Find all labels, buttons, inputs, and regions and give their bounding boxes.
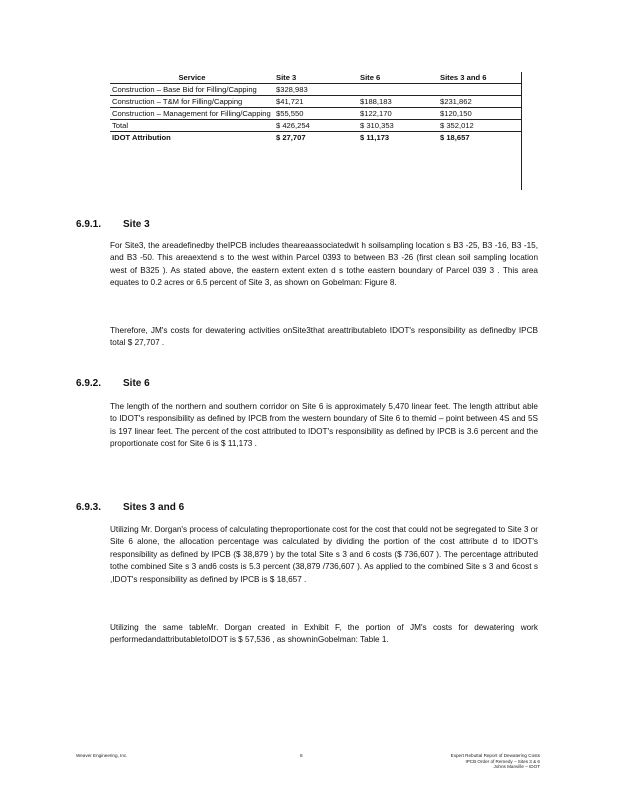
footer-right-line: Johns Manville – IDOT — [493, 764, 540, 770]
footer-right — [400, 753, 540, 770]
row-sites36: $231,862 — [438, 96, 522, 108]
footer-page-number: 8 — [300, 753, 303, 758]
total-site6: $ 310,353 — [358, 120, 438, 132]
cost-table — [110, 72, 522, 143]
header-site6: Site 6 — [358, 72, 438, 84]
section-heading — [76, 502, 184, 513]
table-row — [110, 96, 522, 108]
total-sites36: $ 352,012 — [438, 120, 522, 132]
table-row — [110, 108, 522, 120]
section-number: 6.9.2. — [76, 378, 102, 389]
section-title: Site 6 — [123, 378, 150, 389]
table-right-border — [521, 72, 522, 190]
header-service: Service — [110, 72, 274, 84]
section-number: 6.9.3. — [76, 502, 102, 513]
paragraph: The length of the northern and southern corridor on Site 6 is approximately 5,470 linear feet. The length attribut able to IDOT's responsibility as defined by IPCB from the western boundary of Site 6 to themid – point between 4S and 5S is 197 linear feet. The percent of the cost attributed to IDOT's responsibility as defined by IPCB is 3.6 percent and the proportionate cost for Site 6 is $ 11,173 . — [110, 402, 538, 449]
row-site3: $41,721 — [274, 96, 358, 108]
row-service: Construction – T&M for Filling/Capping — [110, 96, 274, 108]
footer-right-line: IPCB Order of Remedy – Sites 3 & 6 — [465, 758, 540, 764]
attribution-site6: $ 11,173 — [360, 133, 390, 142]
paragraph: Utilizing the same tableMr. Dorgan created in Exhibit F, the portion of JM's costs for dewatering work performedandattributabletoIDOT is $ 57,536 , as showninGobelman: Table 1. — [110, 623, 538, 645]
attribution-sites36: $ 18,657 — [440, 133, 470, 142]
section-title: Site 3 — [123, 219, 150, 230]
row-sites36: $120,150 — [438, 108, 522, 120]
table-row — [110, 84, 522, 96]
paragraph: Therefore, JM's costs for dewatering activities onSite3that areattributableto IDOT's responsibility as definedby IPCB total $ 27,707 . — [110, 326, 538, 348]
section-heading — [76, 378, 150, 389]
attribution-label: IDOT Attribution — [112, 133, 171, 142]
total-label: Total — [110, 120, 274, 132]
row-site3: $328,983 — [274, 84, 358, 96]
row-site3: $55,550 — [274, 108, 358, 120]
row-site6 — [358, 84, 438, 96]
row-site6: $188,183 — [358, 96, 438, 108]
attribution-site3: $ 27,707 — [276, 133, 306, 142]
footer-left: Weaver Engineering, Inc. — [76, 753, 128, 758]
table-attribution-row — [110, 132, 522, 144]
row-site6: $122,170 — [358, 108, 438, 120]
row-service: Construction – Management for Filling/Capping — [110, 108, 274, 120]
header-sites36: Sites 3 and 6 — [438, 72, 522, 84]
table-header-row — [110, 72, 522, 84]
section-heading — [76, 219, 150, 230]
paragraph: Utilizing Mr. Dorgan's process of calculating theproportionate cost for the cost that could not be segregated to Site 3 or Site 6 alone, the allocation percentage was calculated by dividing the portion of the cost attribute d to IDOT's responsibility as defined by IPCB ($ 38,879 ) by the total Site s 3 and 6 costs ($ 736,607 ). The percentage attributed tothe combined Site s 3 and6 costs is 5.3 percent (38,879 /736,607 ). As applied to the combined Site s 3 and 6cost s ,IDOT's responsibility as defined by IPCB is $ 18,657 . — [110, 525, 539, 584]
paragraph: For Site3, the areadefinedby theIPCB includes theareaassociatedwit h soilsampling location s B3 -25, B3 -16, B3 -15, and B3 -50. This areaextend s to the west within Parcel 0393 to between B3 -26 (first clean soil sampling location west of B325 ). As stated above, the eastern extent exten d s tothe eastern boundary of Parcel 039 3 . This area equates to 0.2 acres or 6.5 percent of Site 3, as shown on Gobelman: Figure 8. — [110, 241, 538, 288]
row-service: Construction – Base Bid for Filling/Capping — [110, 84, 274, 96]
section-title: Sites 3 and 6 — [123, 502, 185, 513]
footer-right-line: Expert Rebuttal Report of Dewatering Costs — [450, 753, 540, 758]
total-site3: $ 426,254 — [274, 120, 358, 132]
row-sites36 — [438, 84, 522, 96]
section-number: 6.9.1. — [76, 219, 102, 230]
table-total-row — [110, 120, 522, 132]
header-site3: Site 3 — [274, 72, 358, 84]
